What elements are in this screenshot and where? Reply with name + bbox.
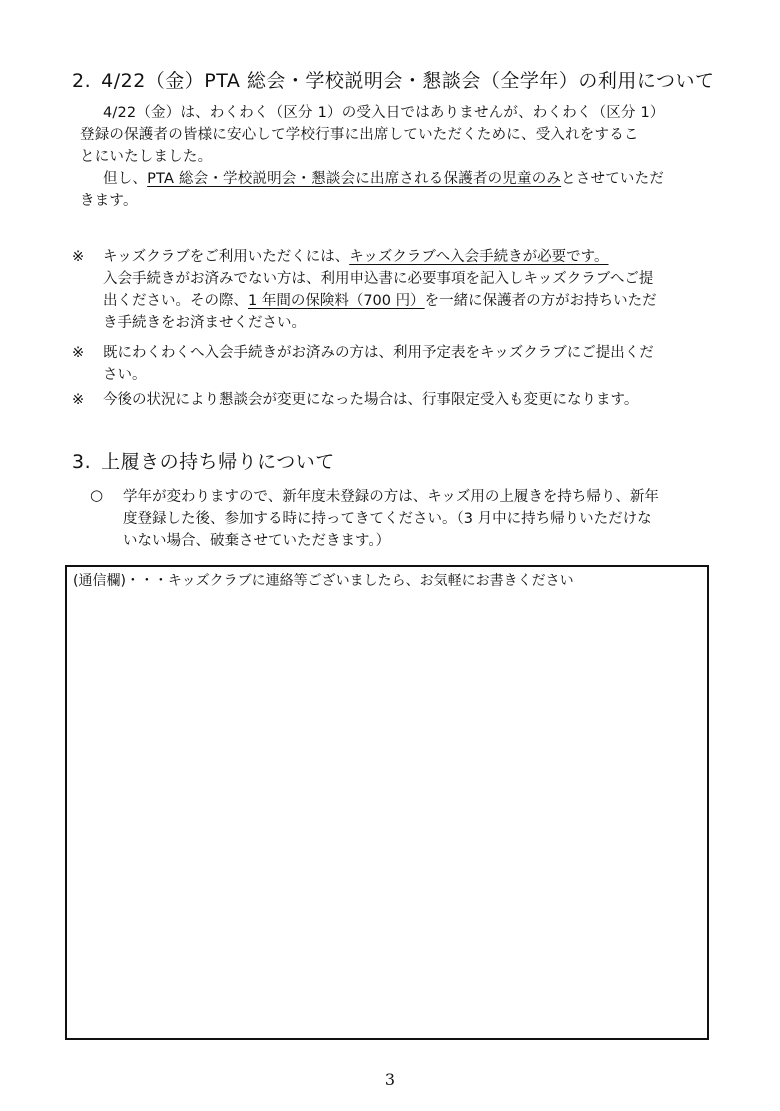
note-1-mark: ※ — [72, 249, 85, 265]
section-3-line-1: 学年が変わりますので、新年度未登録の方は、キッズ用の上履きを持ち帰り、新年 — [123, 489, 659, 505]
note-2-body — [103, 342, 713, 386]
note-2-line-2: さい。 — [103, 367, 147, 383]
note-2-line-1: 既にわくわくへ入会手続きがお済みの方は、利用予定表をキッズクラブにご提出くだ — [103, 345, 654, 361]
section-2-line-4-underlined: PTA 総会・学校説明会・懇談会に出席される保護者の児童のみ — [147, 171, 562, 187]
section-2-title: 4/22（金）PTA 総会・学校説明会・懇談会（全学年）の利用について — [101, 70, 715, 92]
note-3-mark: ※ — [72, 392, 85, 408]
note-1-line-2: 入会手続きがお済みでない方は、利用申込書に必要事項を記入しキッズクラブへご提 — [103, 271, 654, 287]
section-3-line-3: いない場合、破棄させていただきます。） — [123, 533, 391, 549]
note-1-line-4: き手続きをお済ませください。 — [103, 315, 306, 331]
comment-box-label: (通信欄)・・・キッズクラブに連絡等ございましたら、お気軽にお書きください — [73, 573, 574, 589]
note-3-line-1: 今後の状況により懇談会が変更になった場合は、行事限定受入も変更になります。 — [103, 392, 639, 408]
note-1-line-3-underlined: 1 年間の保険料（700 円） — [248, 293, 425, 309]
note-1-body — [103, 246, 713, 334]
section-2-body — [80, 102, 703, 212]
note-1-line-1-pre: キッズクラブをご利用いただくには、 — [103, 249, 350, 265]
page-number: 3 — [384, 1070, 396, 1089]
section-2-number: 2. — [72, 70, 92, 92]
note-1-line-1 — [103, 246, 713, 268]
section-3-bullet: ○ — [90, 486, 104, 504]
section-3-heading — [72, 447, 335, 474]
section-2-line-4-post: とさせていただ — [561, 171, 665, 187]
section-2-line-1: 4/22（金）は、わくわく（区分 1）の受入日ではありませんが、わくわく（区分 1） — [103, 105, 665, 121]
section-2-line-5: きます。 — [80, 193, 138, 209]
note-1-line-3-post: を一緒に保護者の方がお持ちいただ — [424, 293, 657, 309]
section-2-line-2: 登録の保護者の皆様に安心して学校行事に出席していただくために、受入れをするこ — [80, 127, 639, 143]
section-2-heading — [72, 66, 715, 93]
note-1-line-1-underlined: キッズクラブへ入会手続きが必要です。 — [349, 249, 609, 265]
note-2-mark: ※ — [72, 345, 85, 361]
note-1-line-3 — [103, 290, 713, 312]
section-3-body — [123, 486, 713, 552]
section-2-line-3: とにいたしました。 — [80, 149, 213, 165]
comment-box[interactable] — [65, 565, 709, 1040]
section-2-line-4 — [103, 168, 703, 190]
section-3-title: 上履きの持ち帰りについて — [101, 451, 335, 473]
section-2-line-4-pre: 但し、 — [103, 171, 148, 187]
note-1-line-3-pre: 出ください。その際、 — [103, 293, 248, 309]
section-3-line-2: 度登録した後、参加する時に持ってきてください。（3 月中に持ち帰りいただけな — [123, 511, 652, 527]
note-3-body — [103, 389, 713, 411]
section-3-number: 3. — [72, 451, 92, 473]
